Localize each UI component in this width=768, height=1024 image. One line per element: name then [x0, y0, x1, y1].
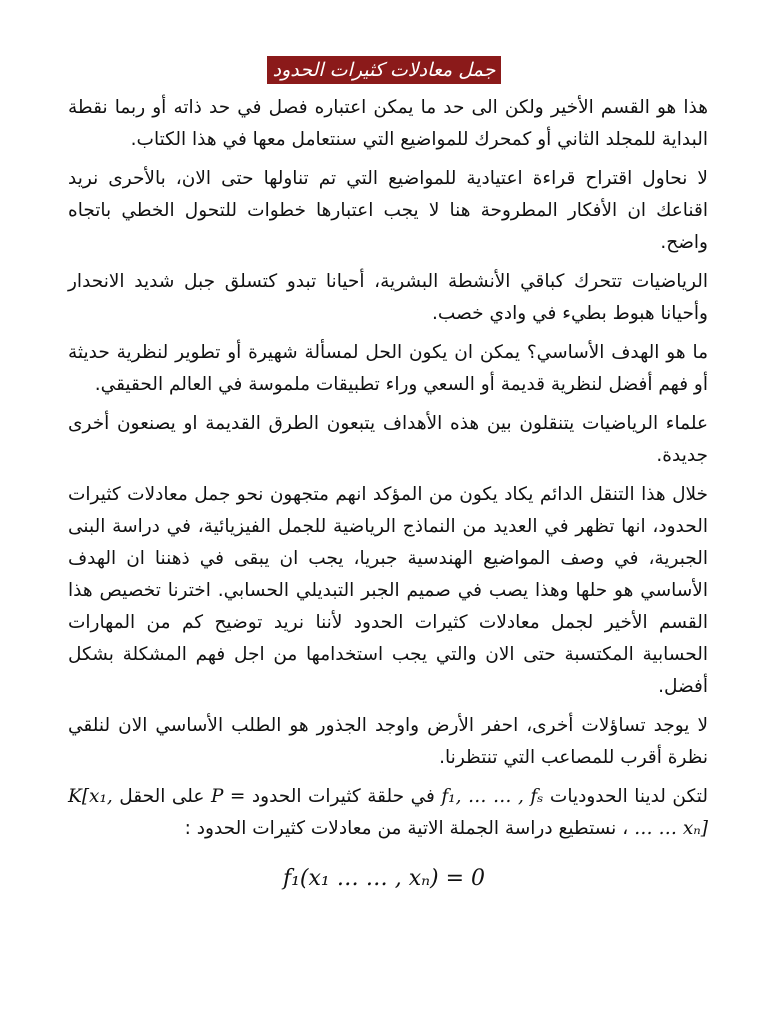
ring-p-expr: P =	[210, 786, 246, 807]
paragraph-5: علماء الرياضيات يتنقلون بين هذه الأهداف يتبعون الطرق القديمة او يصنعون أخرى جديدة.	[68, 413, 708, 466]
paragraph-2: لا نحاول اقتراح قراءة اعتيادية للمواضيع التي تم تناولها حتى الان، بالأحرى نريد اقناعك ان الأفكار المطروحة هنا لا يجب اعتبارها خطوات للتحول الخطي باتجاه واضح.	[68, 168, 708, 253]
para8-text-1: لتكن لدينا الحدوديات	[549, 786, 708, 807]
polynomials-expr: f₁, … … , fₛ	[441, 786, 544, 807]
field-k-expr: K[x₁, … … xₙ]	[68, 786, 708, 839]
equation: f₁(x₁ … … , xₙ) = 0	[282, 866, 486, 891]
paragraph-7: لا يوجد تساؤلات أخرى، احفر الأرض واوجد الجذور هو الطلب الأساسي الان لنلقي نظرة أقرب للمصاعب التي تنتظرنا.	[68, 715, 708, 768]
para8-text-3: على الحقل	[112, 786, 205, 807]
document-title: جمل معادلات كثيرات الحدود	[267, 56, 502, 84]
paragraph-8	[68, 781, 708, 845]
document-body	[68, 92, 708, 852]
para8-text-4: ، نستطيع دراسة الجملة الاتية من معادلات كثيرات الحدود :	[184, 818, 629, 839]
paragraph-3: الرياضيات تتحرك كباقي الأنشطة البشرية، أحيانا تبدو كتسلق جبل شديد الانحدار وأحيانا هبوط بطيء في وادي خصب.	[68, 271, 708, 324]
paragraph-6: خلال هذا التنقل الدائم يكاد يكون من المؤكد انهم متجهون نحو جمل معادلات كثيرات الحدود، انها تظهر في العديد من النماذج الرياضية للجمل الفيزيائية، في دراسة البنى الجبرية، في وصف المواضيع الهندسية جبريا، يجب ان يبقى في ذهننا ان الهدف الأساسي هو حلها وهذا يصب في صميم الجبر التبديلي الحسابي. اخترنا تخصيص هذا القسم الأخير لجمل معادلات كثيرات الحدود لأننا نريد توضيح كم من المهارات الحسابية المكتسبة حتى الان والتي يجب استخدامها من اجل فهم المشكلة بشكل أفضل.	[68, 484, 708, 697]
para8-text-2: في حلقة كثيرات الحدود	[245, 786, 435, 807]
paragraph-1: هذا هو القسم الأخير ولكن الى حد ما يمكن اعتباره فصل في حد ذاته أو ربما نقطة البداية للمجلد الثاني أو كمحرك للمواضيع التي سنتعامل معها في هذا الكتاب.	[68, 97, 708, 150]
paragraph-4: ما هو الهدف الأساسي؟ يمكن ان يكون الحل لمسألة شهيرة أو تطوير لنظرية حديثة أو فهم أفضل لنظرية قديمة أو السعي وراء تطبيقات ملموسة في العالم الحقيقي.	[68, 342, 708, 395]
title-wrap	[0, 56, 768, 84]
